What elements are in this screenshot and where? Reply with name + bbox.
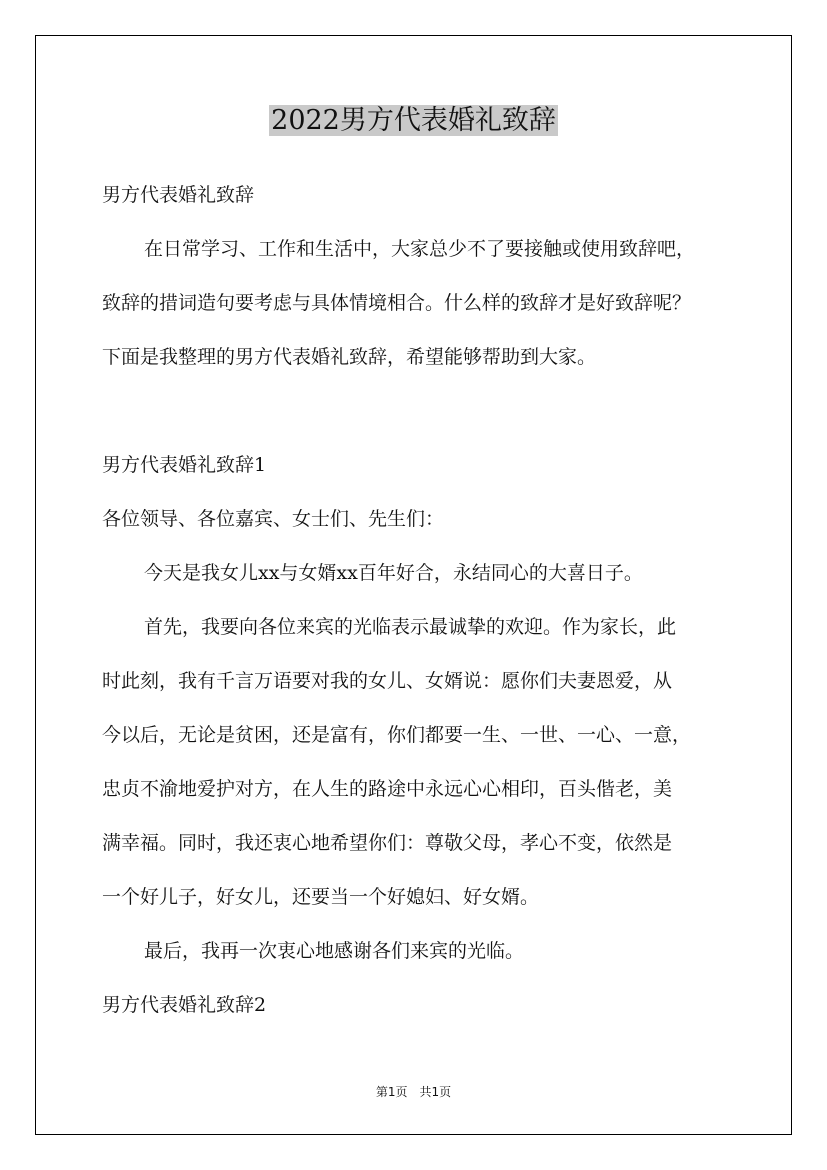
greeting-line: 各位领导、各位嘉宾、女士们、先生们： xyxy=(102,508,445,530)
intro-line: 致辞的措词造句要考虑与具体情境相合。什么样的致辞才是好致辞呢？ xyxy=(102,292,692,314)
body-line: 今以后，无论是贫困，还是富有，你们都要一生、一世、一心、一意， xyxy=(102,724,692,746)
body-paragraph: 最后，我再一次衷心地感谢各们来宾的光临。 xyxy=(144,940,525,962)
section-heading-1: 男方代表婚礼致辞1 xyxy=(102,454,267,476)
body-line: 首先，我要向各位来宾的光临表示最诚挚的欢迎。作为家长，此 xyxy=(144,616,677,638)
intro-line: 下面是我整理的男方代表婚礼致辞，希望能够帮助到大家。 xyxy=(102,346,597,368)
intro-line: 在日常学习、工作和生活中，大家总少不了要接触或使用致辞吧， xyxy=(144,238,696,260)
document-title-text: 2022男方代表婚礼致辞 xyxy=(271,105,556,136)
paragraph-spacer xyxy=(102,384,742,438)
document-subtitle: 男方代表婚礼致辞 xyxy=(102,184,255,206)
document-title xyxy=(0,101,827,141)
body-line: 满幸福。同时，我还衷心地希望你们：尊敬父母，孝心不变，依然是 xyxy=(102,832,673,854)
page-number: 第1页 共1页 xyxy=(375,1085,452,1099)
document-body xyxy=(102,168,742,1032)
body-paragraph: 今天是我女儿xx与女婿xx百年好合，永结同心的大喜日子。 xyxy=(144,562,643,584)
section-heading-2: 男方代表婚礼致辞2 xyxy=(102,994,267,1016)
body-line: 忠贞不渝地爱护对方，在人生的路途中永远心心相印，百头偕老，美 xyxy=(102,778,673,800)
body-line: 时此刻，我有千言万语要对我的女儿、女婿说：愿你们夫妻恩爱，从 xyxy=(102,670,673,692)
body-line: 一个好儿子，好女儿，还要当一个好媳妇、好女婿。 xyxy=(102,886,540,908)
